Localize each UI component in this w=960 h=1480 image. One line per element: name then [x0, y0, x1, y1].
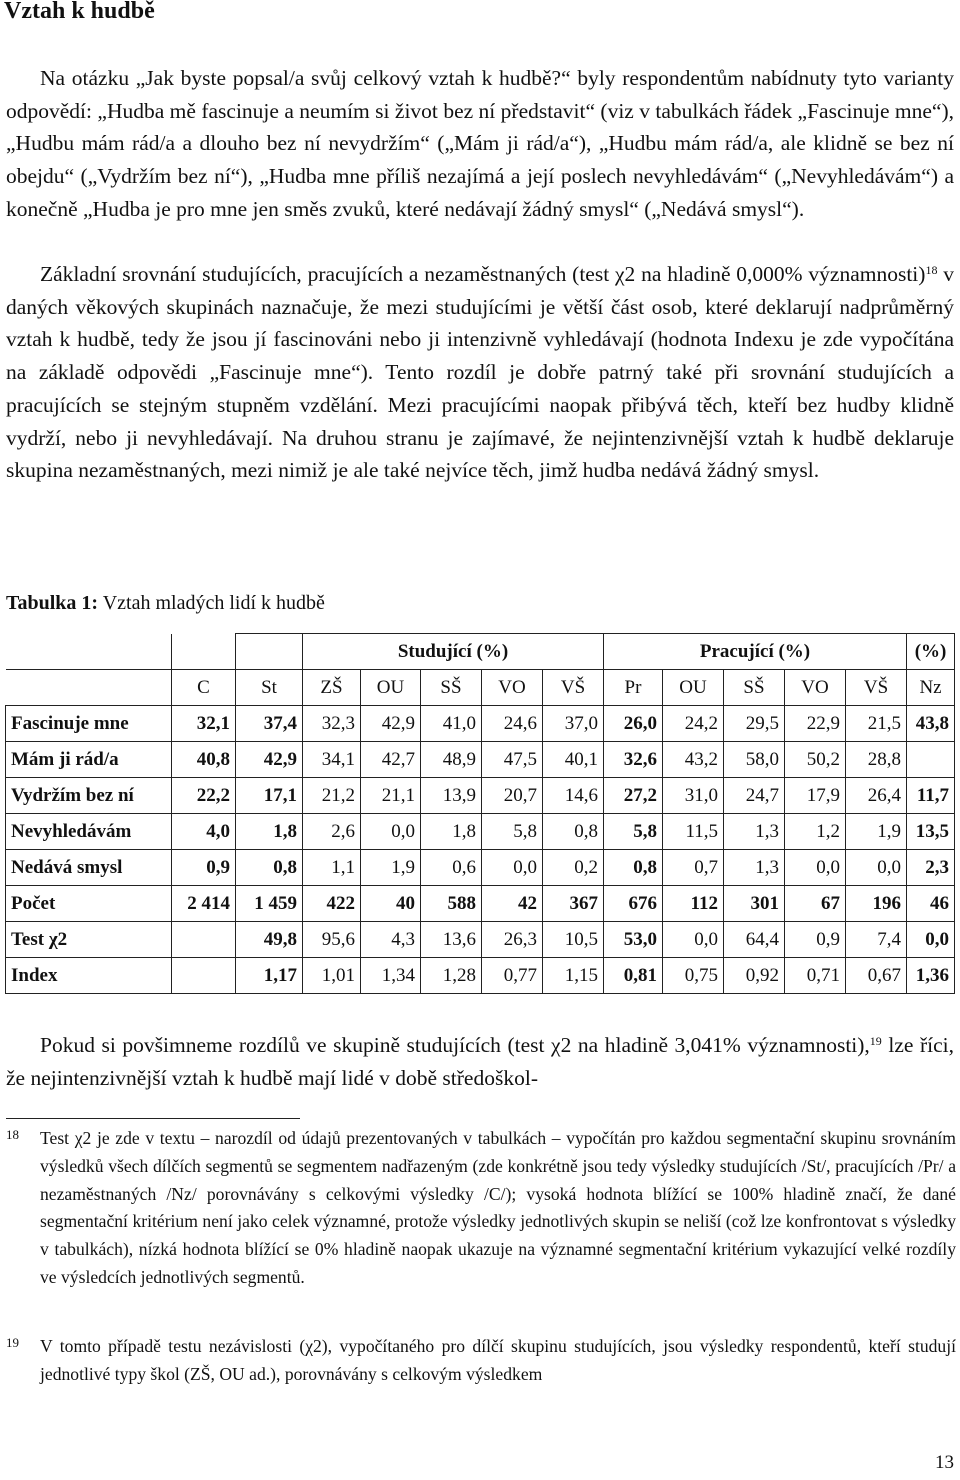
table-cell: 50,2: [785, 742, 846, 778]
column-header: ZŠ: [303, 670, 361, 706]
table-cell: 42,7: [361, 742, 421, 778]
table-cell: 0,0: [663, 922, 724, 958]
table-cell: 42,9: [361, 706, 421, 742]
table-cell: 37,4: [236, 706, 303, 742]
table-cell: 1,3: [724, 850, 785, 886]
table-cell: 32,6: [604, 742, 663, 778]
table-cell: 0,9: [172, 850, 236, 886]
table-cell: 47,5: [482, 742, 543, 778]
footnote-number: 19: [6, 1335, 19, 1350]
table-cell: 0,8: [604, 850, 663, 886]
column-header: SŠ: [421, 670, 482, 706]
section-heading: Vztah k hudbě: [4, 0, 155, 24]
table-cell: 0,8: [236, 850, 303, 886]
table-cell: 1,2: [785, 814, 846, 850]
row-label: Index: [6, 958, 172, 994]
group-header-unemployed: (%): [907, 634, 955, 670]
table-cell: 0,7: [663, 850, 724, 886]
table-cell: 0,67: [846, 958, 907, 994]
paragraph-students: Pokud si povšimneme rozdílů ve skupině studujících (test χ2 na hladině 3,041% významnosti),$^{19}$ lze říci, že nejintenzivnější vztah k hudbě mají lidé v době středoškol-: [6, 1033, 954, 1090]
table-cell: 22,9: [785, 706, 846, 742]
footnote-ref-18[interactable]: 18: [925, 263, 938, 277]
table-cell: 2,6: [303, 814, 361, 850]
column-header: SŠ: [724, 670, 785, 706]
table-cell: 0,77: [482, 958, 543, 994]
table-row: [6, 958, 955, 994]
column-header: VO: [482, 670, 543, 706]
table-cell: 24,6: [482, 706, 543, 742]
column-header: VO: [785, 670, 846, 706]
table-column-header-row: [6, 670, 955, 706]
table-cell: 0,2: [543, 850, 604, 886]
table-cell: 0,0: [846, 850, 907, 886]
table-cell: 27,2: [604, 778, 663, 814]
column-header: VŠ: [846, 670, 907, 706]
table-cell: 0,81: [604, 958, 663, 994]
table-cell: 42,9: [236, 742, 303, 778]
table-row: [6, 814, 955, 850]
table-cell: [172, 922, 236, 958]
table-cell: 40: [361, 886, 421, 922]
table-cell: 37,0: [543, 706, 604, 742]
column-header: C: [172, 670, 236, 706]
paragraph-comparison: Základní srovnání studujících, pracujících a nezaměstnaných (test χ2 na hladině 0,000% významnosti)$^{18}$ v daných věkových skupinách naznačuje, že mezi studujícími je větší část osob, které deklarují nadprůměrný vztah k hudbě, tedy že jsou jí fascinováni nebo ji intenzivně vyhledávají (hodnota Indexu je zde vypočítána na základě odpovědi „Fascinuje mne“). Tento rozdíl je dobře patrný také při srovnání studujících a pracujících se stejným stupněm vzdělání. Mezi pracujícími naopak přibývá těch, kteří bez hudby klidně vydrží, nebo ji nevyhledávají. Na druhou stranu je zajímavé, že nejintenzivnější vztah k hudbě deklaruje skupina nezaměstnaných, mezi nimiž je ale také nejvíce těch, jimž hudba nedává žádný smysl.: [6, 262, 954, 483]
footnote-ref-19[interactable]: 19: [869, 1034, 882, 1048]
column-header: VŠ: [543, 670, 604, 706]
table-cell: 1,9: [361, 850, 421, 886]
table-cell: 4,3: [361, 922, 421, 958]
footnote-19: [6, 1333, 956, 1389]
table-cell: 32,3: [303, 706, 361, 742]
table-cell: 0,0: [361, 814, 421, 850]
table-cell: 0,6: [421, 850, 482, 886]
table-cell: 367: [543, 886, 604, 922]
footnote-18: [6, 1125, 956, 1292]
table-cell: 40,8: [172, 742, 236, 778]
table-cell: 21,2: [303, 778, 361, 814]
column-header: OU: [663, 670, 724, 706]
row-label: Nevyhledávám: [6, 814, 172, 850]
footnote-separator: [6, 1118, 300, 1119]
table-cell: 26,4: [846, 778, 907, 814]
table-cell: 28,8: [846, 742, 907, 778]
table-cell: 0,0: [785, 850, 846, 886]
table-cell: 40,1: [543, 742, 604, 778]
table-cell: 20,7: [482, 778, 543, 814]
music-relationship-table: [5, 633, 955, 994]
table-row: [6, 922, 955, 958]
table-cell: 11,5: [663, 814, 724, 850]
table-cell: 0,71: [785, 958, 846, 994]
table-cell: 676: [604, 886, 663, 922]
page-number: 13: [935, 1452, 954, 1473]
table-cell: 1,34: [361, 958, 421, 994]
table-cell: 1,3: [724, 814, 785, 850]
row-label: Test χ2: [6, 922, 172, 958]
table-cell: 0,9: [785, 922, 846, 958]
table-cell: 0,8: [543, 814, 604, 850]
table-cell: 58,0: [724, 742, 785, 778]
table-cell: 17,1: [236, 778, 303, 814]
row-label: Vydržím bez ní: [6, 778, 172, 814]
table-row: [6, 778, 955, 814]
table-cell: 43,8: [907, 706, 955, 742]
table-cell: 32,1: [172, 706, 236, 742]
paragraph-intro: Na otázku „Jak byste popsal/a svůj celkový vztah k hudbě?“ byly respondentům nabídnuty tyto varianty odpovědí: „Hudba mě fascinuje a neumím si život bez ní představit“ (viz v tabulkách řádek „Fascinuje mne“), „Hudbu mám rád/a a dlouho bez ní nevydržím“ („Mám ji rád/a“), „Hudbu mám rád/a, ale klidně se bez ní obejdu“ („Vydržím bez ní“), „Hudba mne příliš nezajímá a její poslech nevyhledávám“ („Nevyhledávám“) a konečně „Hudba je pro mne jen směs zvuků, které nedávají žádný smysl“ („Nedává smysl“).: [6, 66, 954, 221]
table-cell: 34,1: [303, 742, 361, 778]
table-cell: 13,5: [907, 814, 955, 850]
column-header: Nz: [907, 670, 955, 706]
table-cell: 422: [303, 886, 361, 922]
table-cell: 31,0: [663, 778, 724, 814]
table-cell: 301: [724, 886, 785, 922]
table-cell: 14,6: [543, 778, 604, 814]
table-cell: 0,92: [724, 958, 785, 994]
table-cell: 1,9: [846, 814, 907, 850]
table-row: [6, 850, 955, 886]
row-label: Fascinuje mne: [6, 706, 172, 742]
table-cell: 1,17: [236, 958, 303, 994]
table-cell: 0,75: [663, 958, 724, 994]
table-row: [6, 742, 955, 778]
table-caption: Tabulka 1: Vztah mladých lidí k hudbě: [6, 592, 325, 614]
row-label: Počet: [6, 886, 172, 922]
table-cell: 21,5: [846, 706, 907, 742]
table-row: [6, 886, 955, 922]
table-cell: 2 414: [172, 886, 236, 922]
table-cell: 1 459: [236, 886, 303, 922]
table-row: [6, 706, 955, 742]
table-cell: 1,28: [421, 958, 482, 994]
table-cell: 588: [421, 886, 482, 922]
table-cell: 112: [663, 886, 724, 922]
table-cell: 1,8: [236, 814, 303, 850]
table-cell: 41,0: [421, 706, 482, 742]
table-cell: 48,9: [421, 742, 482, 778]
table-cell: 4,0: [172, 814, 236, 850]
table-cell: 26,3: [482, 922, 543, 958]
table-cell: 7,4: [846, 922, 907, 958]
table-cell: 5,8: [482, 814, 543, 850]
column-header: OU: [361, 670, 421, 706]
group-header-students: Studující (%): [303, 634, 604, 670]
table-cell: [907, 742, 955, 778]
table-cell: 1,15: [543, 958, 604, 994]
table-cell: 24,2: [663, 706, 724, 742]
table-cell: 22,2: [172, 778, 236, 814]
table-cell: 13,6: [421, 922, 482, 958]
table-cell: 26,0: [604, 706, 663, 742]
row-label: Nedává smysl: [6, 850, 172, 886]
footnote-text: Test χ2 je zde v textu – narozdíl od údajů prezentovaných v tabulkách – vypočítán pro každou segmentační skupinu srovnáním výsledků všech dílčích segmentů se segmentem nadřazeným (zde konkrétně jsou tedy výsledky studujících /St/, pracujících /Pr/ a nezaměstnaných /Nz/ porovnávány s celkovými výsledky /C/); vysoká hodnota blížící se 100% hladině značí, že dané segmentační kritérium není jako celek významné, protože výsledky jednotlivých skupin se neliší (což lze konfrontovat s výsledky v tabulkách), nízká hodnota blížící se 0% hladině naopak ukazuje na významné segmentační kritérium vykazující velké rozdíly ve výsledcích jednotlivých segmentů.: [40, 1128, 956, 1287]
row-label: Mám ji rád/a: [6, 742, 172, 778]
table-cell: 1,1: [303, 850, 361, 886]
table-cell: 11,7: [907, 778, 955, 814]
table-cell: 1,36: [907, 958, 955, 994]
table-cell: 5,8: [604, 814, 663, 850]
table-cell: 0,0: [482, 850, 543, 886]
table-cell: 43,2: [663, 742, 724, 778]
table-cell: 42: [482, 886, 543, 922]
table-cell: 2,3: [907, 850, 955, 886]
footnote-text: V tomto případě testu nezávislosti (χ2), vypočítaného pro dílčí skupinu studujících, jsou výsledky respondentů, kteří studují jednotlivé typy škol (ZŠ, OU ad.), porovnávány s celkovým výsledkem: [40, 1336, 956, 1384]
table-cell: 46: [907, 886, 955, 922]
table-cell: 196: [846, 886, 907, 922]
table-cell: 53,0: [604, 922, 663, 958]
table-cell: 24,7: [724, 778, 785, 814]
table-cell: 1,01: [303, 958, 361, 994]
table-cell: 10,5: [543, 922, 604, 958]
table-group-header-row: [6, 634, 955, 670]
table-cell: 29,5: [724, 706, 785, 742]
table-cell: 67: [785, 886, 846, 922]
table-cell: 21,1: [361, 778, 421, 814]
table-cell: [172, 958, 236, 994]
group-header-workers: Pracující (%): [604, 634, 907, 670]
column-header: St: [236, 670, 303, 706]
table-cell: 95,6: [303, 922, 361, 958]
footnote-number: 18: [6, 1127, 19, 1142]
table-cell: 1,8: [421, 814, 482, 850]
table-cell: 49,8: [236, 922, 303, 958]
table-cell: 17,9: [785, 778, 846, 814]
table-cell: 0,0: [907, 922, 955, 958]
table-cell: 13,9: [421, 778, 482, 814]
table-cell: 64,4: [724, 922, 785, 958]
column-header: Pr: [604, 670, 663, 706]
